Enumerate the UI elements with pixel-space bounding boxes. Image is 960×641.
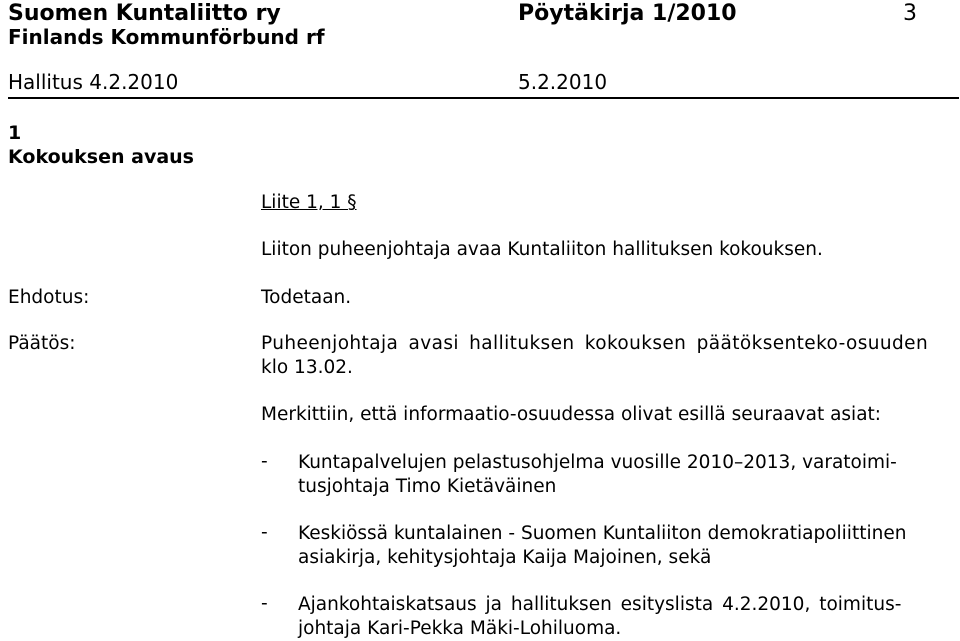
- decision-text-line-2: klo 13.02.: [261, 357, 353, 378]
- intro-text: Liiton puheenjohtaja avaa Kuntaliiton hallituksen kokouksen.: [261, 239, 823, 260]
- org-name-fi: Suomen Kuntaliitto ry: [8, 1, 281, 26]
- list-item-1-line-1: Kuntapalvelujen pelastusohjelma vuosille 2010–2013, varatoimi-: [298, 452, 897, 473]
- list-item-3-line-2: johtaja Kari-Pekka Mäki-Lohiluoma.: [298, 618, 622, 639]
- body-date: Hallitus 4.2.2010: [8, 70, 179, 94]
- section-number: 1: [8, 122, 22, 144]
- meeting-date: 5.2.2010: [518, 70, 608, 94]
- list-item-dash: -: [261, 451, 268, 472]
- page-number: 3: [903, 1, 917, 26]
- list-item-1-line-2: tusjohtaja Timo Kietäväinen: [298, 476, 557, 497]
- section-title: Kokouksen avaus: [8, 146, 194, 168]
- header-divider: [8, 97, 959, 99]
- list-item-dash: -: [261, 593, 268, 614]
- list-item-3-line-1: Ajankohtaiskatsaus ja hallituksen esityslista 4.2.2010, toimitus-: [298, 594, 902, 615]
- proposal-text: Todetaan.: [261, 287, 352, 308]
- list-item-2-line-2: asiakirja, kehitysjohtaja Kaija Majoinen, sekä: [298, 547, 712, 568]
- attachment-link[interactable]: Liite 1, 1 §: [261, 192, 357, 213]
- decision-text-line-1: Puheenjohtaja avasi hallituksen kokouksen päätöksenteko-osuuden: [261, 333, 929, 354]
- list-item-dash: -: [261, 522, 268, 543]
- proposal-label: Ehdotus:: [8, 287, 90, 308]
- document-title: Pöytäkirja 1/2010: [518, 1, 737, 26]
- list-item-2-line-1: Keskiössä kuntalainen - Suomen Kuntaliiton demokratiapoliittinen: [298, 523, 907, 544]
- org-name-sv: Finlands Kommunförbund rf: [8, 25, 325, 49]
- info-intro-text: Merkittiin, että informaatio-osuudessa olivat esillä seuraavat asiat:: [261, 404, 882, 425]
- decision-label: Päätös:: [8, 333, 76, 354]
